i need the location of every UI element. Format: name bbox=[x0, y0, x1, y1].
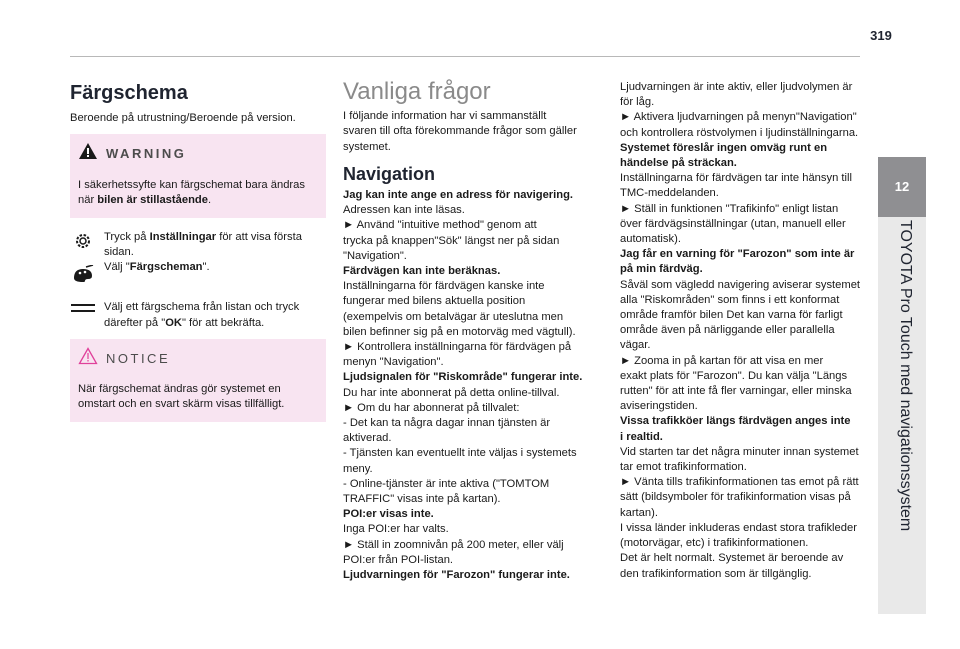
faq-question: Systemet föreslår ingen omväg runt en bbox=[620, 141, 828, 154]
faq-answer-line: (motorvägar, etc) i trafikinformationen. bbox=[620, 537, 809, 550]
faq-question: på min färdväg. bbox=[620, 263, 703, 276]
faq-answer-line: för låg. bbox=[620, 96, 655, 109]
faq-answer-line: automatisk). bbox=[620, 233, 681, 246]
faq-answer-line: Inställningarna för färdvägen tar inte hänsyn till bbox=[620, 172, 852, 185]
faq-question: Färdvägen kan inte beräknas. bbox=[343, 265, 501, 278]
step-text: Välj ett färgschema från listan och tryck bbox=[104, 301, 300, 314]
faq-intro-line: systemet. bbox=[343, 140, 391, 153]
faq-answer-line: Inställningarna för färdvägen kanske inte bbox=[343, 280, 545, 293]
list-icon bbox=[71, 302, 95, 319]
faq-answer-line: Du har inte abonnerat på detta online-tillval. bbox=[343, 386, 560, 399]
faq-answer-line: Det är helt normalt. Systemet är beroende av bbox=[620, 552, 844, 565]
faq-answer-line: Vid starten tar det några minuter innan systemet bbox=[620, 445, 859, 458]
faq-answer-line: ► Zooma in på kartan för att visa en mer bbox=[620, 354, 824, 367]
faq-answer-line: ► Kontrollera inställningarna för färdvägen på bbox=[343, 341, 572, 354]
faq-question: POI:er visas inte. bbox=[343, 508, 434, 521]
faq-answer-line: den trafikinformation som är tillgänglig. bbox=[620, 567, 812, 580]
faq-answer-line: aktiverad. bbox=[343, 432, 392, 445]
warning-title: WARNING bbox=[106, 146, 187, 162]
faq-answer-line: exakt plats för "Farozon". Du kan välja "Längs bbox=[620, 369, 848, 382]
faq-question: händelse på sträckan. bbox=[620, 157, 737, 170]
faq-intro-line: I följande information har vi sammanställt bbox=[343, 110, 547, 123]
section-title-color-scheme: Färgschema bbox=[70, 82, 188, 104]
faq-answer-line: och kontrollera röstvolymen i ljudinställningarna. bbox=[620, 126, 859, 139]
faq-answer-line: ► Använd "intuitive method" genom att bbox=[343, 219, 537, 232]
warning-box bbox=[70, 134, 326, 218]
faq-answer-line: ► Ställ in zoomnivån på 200 meter, eller välj bbox=[343, 538, 564, 551]
faq-answer-line: sätt (bildsymboler för trafikinformation visas på bbox=[620, 491, 851, 504]
notice-title: NOTICE bbox=[106, 350, 171, 366]
faq-answer-line: vägar. bbox=[620, 339, 651, 352]
faq-answer-line: (exempelvis om betalvägar är uteslutna men bbox=[343, 310, 564, 323]
faq-answer-line: område framför bilen Det kan varna för farligt bbox=[620, 309, 843, 322]
left-column bbox=[70, 80, 326, 432]
faq-answer-line: POI:er från POI-listan. bbox=[343, 553, 454, 566]
faq-answer-line: "Navigation". bbox=[343, 249, 407, 262]
step-text: Tryck på Inställningar för att visa första bbox=[104, 231, 302, 244]
faq-question: Ljudsignalen för "Riskområde" fungerar inte. bbox=[343, 371, 583, 384]
faq-answer-line: över färdvägsinställningar (utan, manuell eller bbox=[620, 217, 846, 230]
faq-answer-line: Adressen kan inte läsas. bbox=[343, 204, 465, 217]
page-number: 319 bbox=[870, 28, 892, 43]
faq-answer-line: Inga POI:er har valts. bbox=[343, 523, 449, 536]
faq-answer-line: TRAFFIC" visas inte på kartan). bbox=[343, 493, 501, 506]
step-text: Välj "Färgscheman". bbox=[104, 261, 210, 274]
faq-question: Jag får en varning för "Farozon" som inte är bbox=[620, 248, 855, 261]
navigation-faq-text bbox=[343, 188, 599, 583]
faq-answer-line: ► Ställ in funktionen "Trafikinfo" enligt listan bbox=[620, 202, 839, 215]
header-rule bbox=[70, 56, 860, 57]
faq-answer-line: TMC-meddelanden. bbox=[620, 187, 719, 200]
step-text: därefter på "OK" för att bekräfta. bbox=[104, 316, 265, 329]
notice-line: omstart och en svart skärm visas tillfälligt. bbox=[78, 398, 285, 411]
faq-answer-line: ► Om du har abonnerat på tillvalet: bbox=[343, 401, 520, 414]
warning-triangle-icon bbox=[78, 142, 98, 165]
faq-answer-line: meny. bbox=[343, 462, 373, 475]
step-select-scheme bbox=[70, 300, 326, 330]
faq-title: Vanliga frågor bbox=[343, 78, 491, 105]
faq-continued-text bbox=[620, 80, 876, 582]
gear-icon bbox=[74, 232, 92, 255]
faq-answer-line: Ljudvarningen är inte aktiv, eller ljudvolymen är bbox=[620, 81, 853, 93]
faq-answer-line: ► Vänta tills trafikinformationen tas emot på rätt bbox=[620, 476, 859, 489]
middle-column bbox=[343, 80, 599, 583]
faq-answer-line: ► Aktivera ljudvarningen på menyn"Navigation" bbox=[620, 111, 857, 124]
faq-answer-line: alla "Riskområden" som finns i ett konformat bbox=[620, 293, 840, 306]
faq-answer-line: bilen befinner sig på en motorväg med vägtull). bbox=[343, 325, 576, 338]
notice-line: När färgschemat ändras gör systemet en bbox=[78, 383, 281, 396]
faq-answer-line: aviseringstiden. bbox=[620, 400, 698, 413]
faq-answer-line: fungerar med bilens aktuella position bbox=[343, 295, 526, 308]
warning-line: när bilen är stillastående. bbox=[78, 193, 212, 206]
faq-question: Ljudvarningen för "Farozon" fungerar inte. bbox=[343, 569, 570, 582]
faq-answer-line: rutten" för att inte få fler varningar, eller minska bbox=[620, 385, 852, 398]
faq-answer-line: Såväl som vägledd navigering aviserar systemet bbox=[620, 278, 861, 291]
faq-answer-line: område även på närliggande eller parallella bbox=[620, 324, 835, 337]
faq-answer-line: - Online-tjänster är inte aktiva ("TOMTOM bbox=[343, 477, 550, 490]
notice-box bbox=[70, 339, 326, 423]
faq-answer-line: menyn "Navigation". bbox=[343, 356, 444, 369]
notice-triangle-icon bbox=[78, 347, 98, 370]
palette-icon bbox=[72, 265, 94, 288]
faq-question: Jag kan inte ange en adress för navigering. bbox=[343, 189, 574, 202]
faq-answer-line: kartan). bbox=[620, 506, 658, 519]
faq-answer-line: I vissa länder inkluderas endast stora trafikleder bbox=[620, 521, 857, 534]
faq-answer-line: tar emot trafikinformation. bbox=[620, 461, 747, 474]
chapter-tab[interactable]: 12 bbox=[878, 157, 926, 217]
faq-answer-line: - Det kan ta några dagar innan tjänsten är bbox=[343, 417, 551, 430]
faq-answer-line: - Tjänsten kan eventuellt inte väljas i systemets bbox=[343, 447, 577, 460]
faq-question: i realtid. bbox=[620, 430, 663, 443]
step-text: sidan. bbox=[104, 246, 134, 259]
intro-text: Beroende på utrustning/Beroende på version. bbox=[70, 112, 296, 125]
chapter-title: TOYOTA Pro Touch med navigationssystem bbox=[897, 220, 914, 532]
warning-line: I säkerhetssyfte kan färgschemat bara ändras bbox=[78, 178, 305, 191]
navigation-heading: Navigation bbox=[343, 163, 436, 184]
right-column bbox=[620, 80, 876, 582]
faq-question: Vissa trafikköer längs färdvägen anges inte bbox=[620, 415, 851, 428]
faq-answer-line: trycka på knappen"Sök" längst ner på sidan bbox=[343, 234, 560, 247]
step-open-settings bbox=[70, 230, 326, 288]
faq-intro-line: svaren till ofta förekommande frågor som gäller bbox=[343, 125, 577, 138]
